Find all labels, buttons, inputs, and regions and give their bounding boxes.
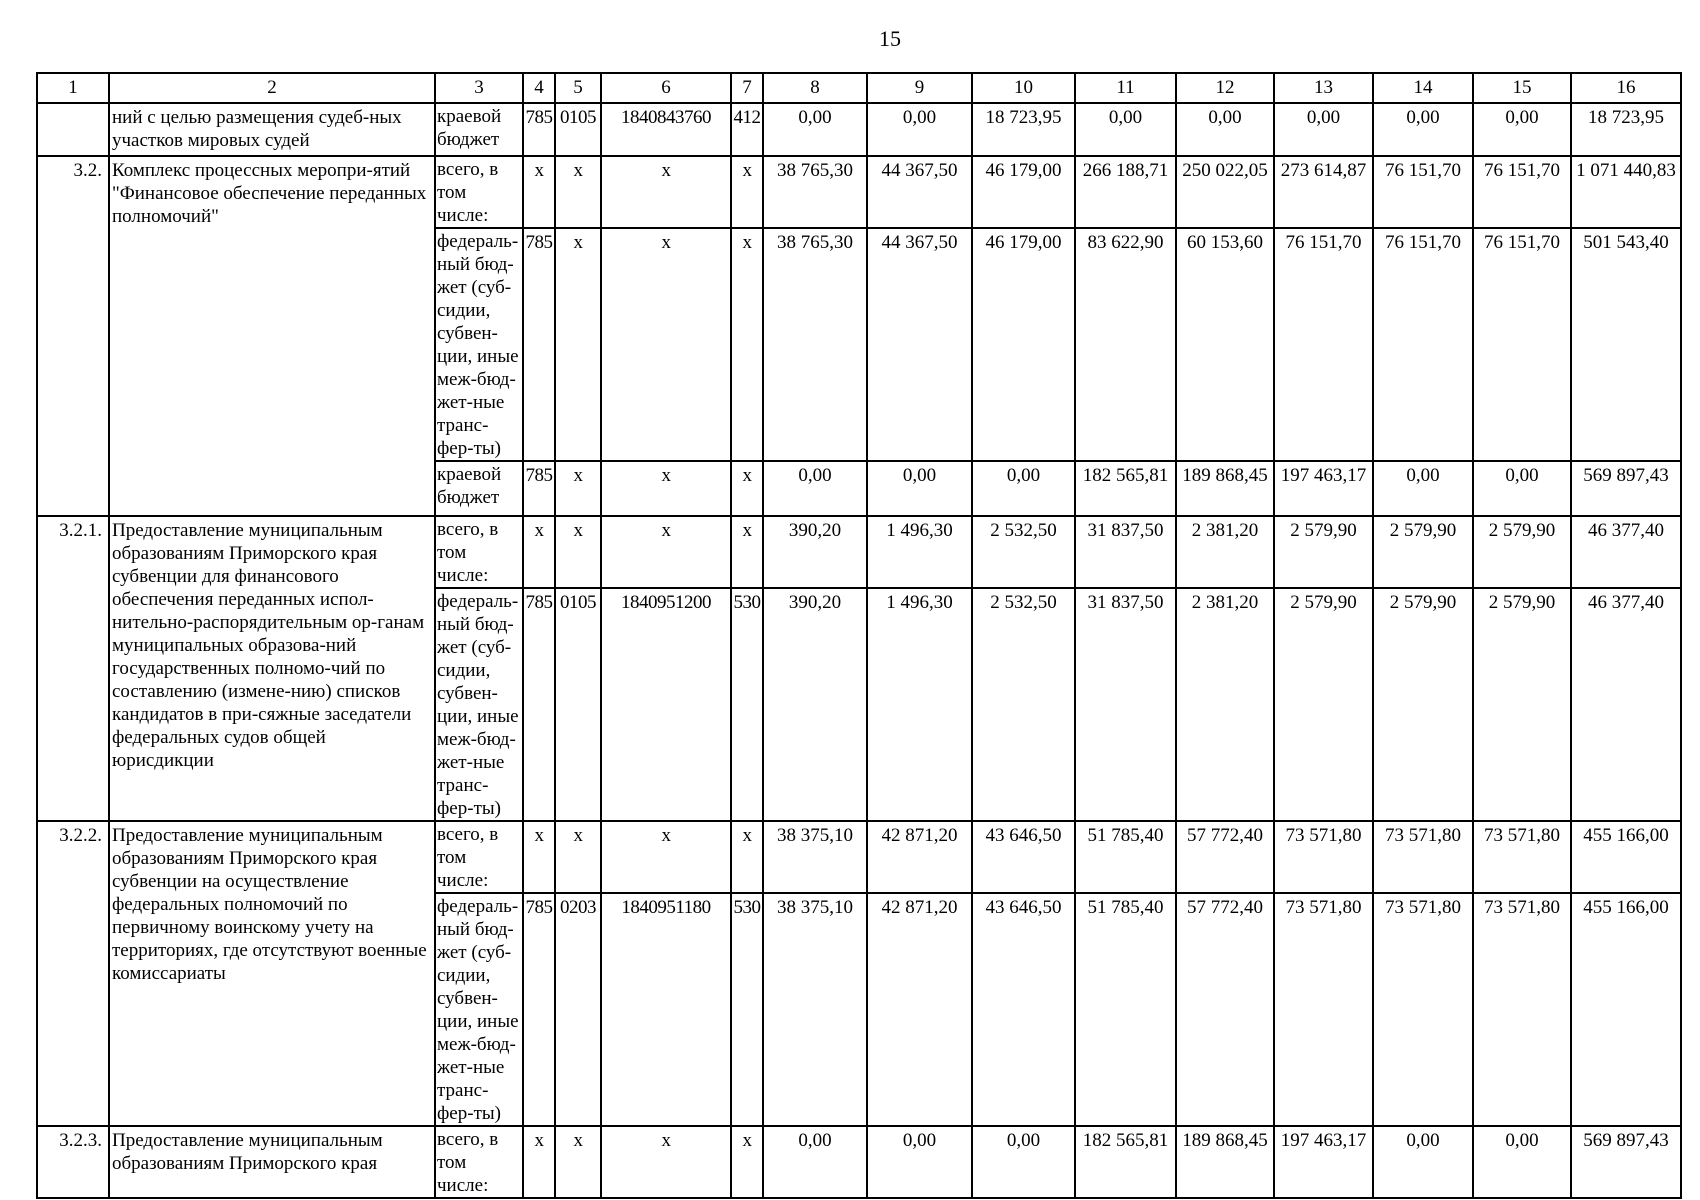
cell-value: 189 868,45 [1176, 461, 1274, 516]
cell-value: 38 765,30 [763, 156, 867, 228]
table-row [37, 103, 1681, 156]
cell-csr: x [601, 228, 731, 461]
row-number: 3.2.3. [37, 1126, 109, 1198]
cell-value: 0,00 [1373, 461, 1473, 516]
cell-value: 182 565,81 [1075, 1126, 1176, 1198]
col-header: 14 [1373, 73, 1473, 103]
col-header: 16 [1571, 73, 1681, 103]
funding-source: федераль-ный бюд-жет (суб-сидии, субвен-ции, иные меж-бюд-жет-ные транс-фер-ты) [435, 228, 523, 461]
cell-value: 46 377,40 [1571, 588, 1681, 821]
table-row [37, 821, 1681, 893]
cell-grbs: 785 [523, 588, 555, 821]
col-header: 3 [435, 73, 523, 103]
cell-vr: x [731, 461, 763, 516]
cell-value: 73 571,80 [1373, 821, 1473, 893]
cell-vr: x [731, 516, 763, 588]
cell-value: 73 571,80 [1274, 893, 1373, 1126]
cell-value: 0,00 [972, 461, 1075, 516]
col-header: 4 [523, 73, 555, 103]
cell-csr: x [601, 516, 731, 588]
cell-value: 266 188,71 [1075, 156, 1176, 228]
col-header: 9 [867, 73, 972, 103]
cell-value: 0,00 [1274, 103, 1373, 156]
cell-value: 569 897,43 [1571, 1126, 1681, 1198]
row-number: 3.2.1. [37, 516, 109, 821]
cell-vr: x [731, 228, 763, 461]
cell-value: 46 179,00 [972, 156, 1075, 228]
col-header: 6 [601, 73, 731, 103]
funding-source: всего, в том числе: [435, 1126, 523, 1198]
cell-vr: 412 [731, 103, 763, 156]
cell-value: 83 622,90 [1075, 228, 1176, 461]
cell-rzpr: x [555, 228, 601, 461]
funding-source: всего, в том числе: [435, 516, 523, 588]
budget-table [36, 72, 1682, 1199]
cell-value: 0,00 [1075, 103, 1176, 156]
row-number: 3.2. [37, 156, 109, 516]
cell-grbs: 785 [523, 461, 555, 516]
funding-source: всего, в том числе: [435, 821, 523, 893]
cell-grbs: x [523, 156, 555, 228]
funding-source: федераль-ный бюд-жет (суб-сидии, субвен-ции, иные меж-бюд-жет-ные транс-фер-ты) [435, 893, 523, 1126]
cell-value: 0,00 [763, 461, 867, 516]
cell-rzpr: 0203 [555, 893, 601, 1126]
cell-value: 0,00 [1373, 1126, 1473, 1198]
cell-value: 43 646,50 [972, 821, 1075, 893]
cell-value: 44 367,50 [867, 156, 972, 228]
cell-value: 0,00 [972, 1126, 1075, 1198]
cell-value: 18 723,95 [972, 103, 1075, 156]
funding-source: краевой бюджет [435, 461, 523, 516]
cell-value: 42 871,20 [867, 893, 972, 1126]
cell-value: 197 463,17 [1274, 461, 1373, 516]
cell-value: 1 496,30 [867, 516, 972, 588]
table-row [37, 1126, 1681, 1198]
cell-value: 455 166,00 [1571, 821, 1681, 893]
header-row [37, 73, 1681, 103]
cell-value: 18 723,95 [1571, 103, 1681, 156]
cell-value: 1 071 440,83 [1571, 156, 1681, 228]
cell-value: 2 579,90 [1373, 588, 1473, 821]
col-header: 13 [1274, 73, 1373, 103]
cell-value: 197 463,17 [1274, 1126, 1373, 1198]
cell-value: 2 579,90 [1274, 588, 1373, 821]
cell-value: 0,00 [1176, 103, 1274, 156]
cell-value: 2 381,20 [1176, 588, 1274, 821]
cell-value: 2 381,20 [1176, 516, 1274, 588]
cell-csr: x [601, 156, 731, 228]
col-header: 2 [109, 73, 435, 103]
row-name: Предоставление муниципальным образованиям Приморского края субвенции для финансового обеспечения переданных испол-нительно-распорядительным ор-ганам муниципальных образова-ний государственных полномо-чий по составлению (измене-нию) списков кандидатов в при-сяжные заседатели федеральных судов общей юрисдикции [109, 516, 435, 821]
cell-value: 42 871,20 [867, 821, 972, 893]
cell-value: 57 772,40 [1176, 893, 1274, 1126]
cell-csr: 1840843760 [601, 103, 731, 156]
cell-csr: x [601, 821, 731, 893]
cell-value: 0,00 [763, 1126, 867, 1198]
cell-vr: x [731, 1126, 763, 1198]
cell-value: 44 367,50 [867, 228, 972, 461]
cell-grbs: 785 [523, 893, 555, 1126]
cell-rzpr: x [555, 461, 601, 516]
col-header: 8 [763, 73, 867, 103]
cell-rzpr: x [555, 156, 601, 228]
cell-value: 38 765,30 [763, 228, 867, 461]
cell-value: 43 646,50 [972, 893, 1075, 1126]
cell-value: 390,20 [763, 588, 867, 821]
cell-value: 76 151,70 [1473, 228, 1571, 461]
cell-value: 2 579,90 [1473, 588, 1571, 821]
cell-value: 182 565,81 [1075, 461, 1176, 516]
cell-vr: x [731, 821, 763, 893]
col-header: 1 [37, 73, 109, 103]
cell-value: 569 897,43 [1571, 461, 1681, 516]
cell-value: 38 375,10 [763, 821, 867, 893]
col-header: 15 [1473, 73, 1571, 103]
cell-value: 250 022,05 [1176, 156, 1274, 228]
cell-value: 2 579,90 [1373, 516, 1473, 588]
row-number [37, 103, 109, 156]
cell-grbs: x [523, 821, 555, 893]
page-number: 15 [879, 26, 901, 51]
cell-value: 73 571,80 [1274, 821, 1373, 893]
cell-value: 76 151,70 [1373, 156, 1473, 228]
cell-value: 51 785,40 [1075, 821, 1176, 893]
col-header: 12 [1176, 73, 1274, 103]
row-name: Предоставление муниципальным образованиям Приморского края [109, 1126, 435, 1198]
cell-grbs: x [523, 516, 555, 588]
cell-csr: x [601, 1126, 731, 1198]
cell-vr: x [731, 156, 763, 228]
col-header: 5 [555, 73, 601, 103]
cell-value: 60 153,60 [1176, 228, 1274, 461]
cell-value: 0,00 [1473, 1126, 1571, 1198]
cell-grbs: x [523, 1126, 555, 1198]
cell-value: 1 496,30 [867, 588, 972, 821]
cell-value: 76 151,70 [1473, 156, 1571, 228]
cell-csr: x [601, 461, 731, 516]
cell-value: 31 837,50 [1075, 588, 1176, 821]
cell-value: 0,00 [763, 103, 867, 156]
cell-value: 46 377,40 [1571, 516, 1681, 588]
cell-value: 46 179,00 [972, 228, 1075, 461]
cell-value: 73 571,80 [1473, 893, 1571, 1126]
cell-value: 76 151,70 [1373, 228, 1473, 461]
cell-value: 51 785,40 [1075, 893, 1176, 1126]
cell-value: 189 868,45 [1176, 1126, 1274, 1198]
row-name: Комплекс процессных меропри-ятий "Финансовое обеспечение переданных полномочий" [109, 156, 435, 516]
cell-value: 2 579,90 [1473, 516, 1571, 588]
cell-value: 273 614,87 [1274, 156, 1373, 228]
cell-value: 73 571,80 [1373, 893, 1473, 1126]
funding-source: краевой бюджет [435, 103, 523, 156]
cell-rzpr: 0105 [555, 103, 601, 156]
cell-value: 390,20 [763, 516, 867, 588]
col-header: 7 [731, 73, 763, 103]
cell-vr: 530 [731, 588, 763, 821]
cell-value: 501 543,40 [1571, 228, 1681, 461]
cell-value: 0,00 [1473, 103, 1571, 156]
cell-value: 2 532,50 [972, 516, 1075, 588]
table-row [37, 516, 1681, 588]
cell-value: 2 532,50 [972, 588, 1075, 821]
cell-rzpr: 0105 [555, 588, 601, 821]
cell-vr: 530 [731, 893, 763, 1126]
cell-value: 73 571,80 [1473, 821, 1571, 893]
cell-value: 0,00 [1373, 103, 1473, 156]
cell-grbs: 785 [523, 103, 555, 156]
cell-value: 0,00 [867, 1126, 972, 1198]
cell-value: 57 772,40 [1176, 821, 1274, 893]
cell-grbs: 785 [523, 228, 555, 461]
row-number: 3.2.2. [37, 821, 109, 1126]
row-name: Предоставление муниципальным образованиям Приморского края субвенции на осуществление федеральных полномочий по первичному воинскому учету на территориях, где отсутствуют военные комиссариаты [109, 821, 435, 1126]
cell-value: 0,00 [1473, 461, 1571, 516]
cell-value: 455 166,00 [1571, 893, 1681, 1126]
cell-value: 0,00 [867, 103, 972, 156]
cell-rzpr: x [555, 1126, 601, 1198]
cell-csr: 1840951200 [601, 588, 731, 821]
col-header: 11 [1075, 73, 1176, 103]
cell-rzpr: x [555, 516, 601, 588]
row-name: ний с целью размещения судеб-ных участков мировых судей [109, 103, 435, 156]
cell-rzpr: x [555, 821, 601, 893]
cell-value: 2 579,90 [1274, 516, 1373, 588]
funding-source: всего, в том числе: [435, 156, 523, 228]
cell-value: 0,00 [867, 461, 972, 516]
table-row [37, 156, 1681, 228]
funding-source: федераль-ный бюд-жет (суб-сидии, субвен-ции, иные меж-бюд-жет-ные транс-фер-ты) [435, 588, 523, 821]
cell-csr: 1840951180 [601, 893, 731, 1126]
cell-value: 31 837,50 [1075, 516, 1176, 588]
col-header: 10 [972, 73, 1075, 103]
cell-value: 76 151,70 [1274, 228, 1373, 461]
cell-value: 38 375,10 [763, 893, 867, 1126]
